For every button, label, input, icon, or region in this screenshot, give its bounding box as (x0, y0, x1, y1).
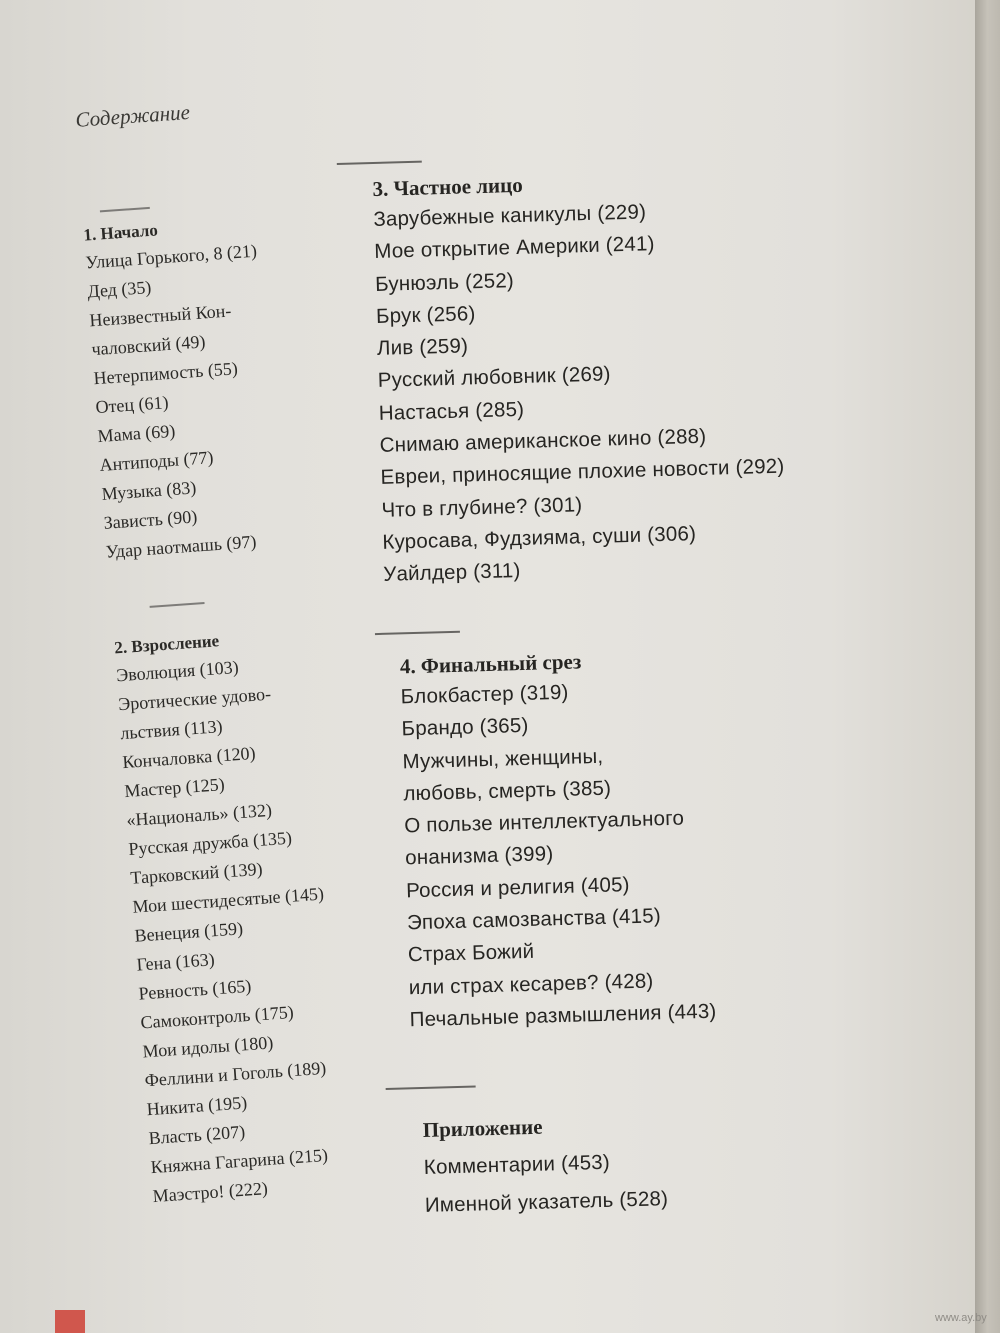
part1-rule (100, 207, 150, 212)
list-item: Эротические удово- (117, 683, 272, 715)
part1-heading: 1. Начало (82, 220, 159, 245)
list-item: Эпоха самозванства (415) (406, 904, 662, 935)
part3-heading: 3. Частное лицо (372, 172, 524, 201)
list-item: Отец (61) (94, 392, 170, 418)
list-item: Русский любовник (269) (377, 362, 611, 393)
list-item: Эволюция (103) (115, 656, 240, 686)
list-item: Никита (195) (145, 1092, 248, 1120)
list-item: Удар наотмашь (97) (104, 531, 257, 562)
toc-left-column (72, 49, 371, 1207)
appendix-heading: Приложение (422, 1114, 543, 1142)
part3-rule (337, 161, 422, 165)
list-item: Нетерпимость (55) (92, 358, 239, 389)
part2-heading: 2. Взросление (113, 631, 220, 658)
list-item: Мастер (125) (123, 774, 226, 802)
list-item: онанизма (399) (404, 842, 554, 870)
list-item: Феллини и Гоголь (189) (143, 1057, 327, 1091)
list-item: Мое открытие Америки (241) (373, 232, 655, 264)
cover-corner (55, 1310, 85, 1333)
part4-rule (375, 631, 460, 635)
list-item: Блокбастер (319) (400, 680, 569, 709)
list-item: Снимаю американское кино (288) (379, 424, 707, 457)
list-item: или страх кесарев? (428) (408, 969, 654, 999)
watermark: www.ay.by (935, 1312, 987, 1324)
list-item: любовь, смерть (385) (403, 776, 612, 806)
list-item: О пользе интеллектуального (404, 806, 685, 838)
toc-title: Содержание (74, 99, 191, 132)
list-item: Дед (35) (86, 277, 152, 302)
appendix-rule (386, 1085, 476, 1090)
list-item: Брандо (365) (401, 714, 529, 741)
list-item: Комментарии (453) (423, 1150, 611, 1179)
list-item: «Националь» (132) (125, 799, 273, 831)
appendix-section (422, 1104, 668, 1225)
list-item: Мои шестидесятые (145) (131, 883, 325, 917)
list-item: Гена (163) (135, 949, 216, 975)
list-item: Самоконтроль (175) (139, 1001, 295, 1033)
list-item: Улица Горького, 8 (21) (84, 240, 258, 273)
list-item: Ревность (165) (137, 975, 252, 1004)
list-item: Что в глубине? (301) (381, 492, 583, 522)
list-item: Зависть (90) (102, 506, 198, 533)
part1-section (83, 210, 278, 567)
list-item: Антиподы (77) (98, 447, 215, 476)
list-item: Лив (259) (376, 334, 469, 361)
list-item: Княжна Гагарина (215) (150, 1144, 329, 1178)
list-item: Зарубежные каникулы (229) (373, 200, 647, 231)
part4-section (399, 643, 716, 1037)
list-item: Русская дружба (135) (127, 827, 293, 859)
list-item: Венеция (159) (133, 918, 244, 946)
list-item: Евреи, приносящие плохие новости (292) (380, 454, 785, 490)
list-item: Печальные размышления (443) (409, 999, 717, 1032)
list-item: Страх Божий (407, 940, 535, 967)
list-item: Неизвестный Кон- (88, 300, 232, 331)
part2-rule (150, 602, 205, 608)
list-item: чаловский (49) (90, 331, 207, 360)
list-item: Власть (207) (148, 1121, 246, 1149)
list-item: Бунюэль (252) (374, 268, 515, 296)
page-edge (975, 0, 1000, 1333)
part3-section (372, 163, 787, 592)
list-item: Именной указатель (528) (424, 1187, 669, 1217)
list-item: Куросава, Фудзияма, суши (306) (382, 522, 697, 554)
list-item: Брук (256) (375, 302, 476, 328)
list-item: Кончаловка (120) (121, 742, 257, 773)
list-item: Мужчины, женщины, (402, 744, 604, 773)
list-item: Россия и религия (405) (405, 872, 630, 903)
list-item: Маэстро! (222) (152, 1178, 269, 1207)
list-item: Уайлдер (311) (382, 559, 521, 587)
list-item: льствия (113) (119, 716, 224, 744)
list-item: Тарковский (139) (129, 858, 264, 888)
list-item: Мама (69) (96, 420, 176, 447)
part2-section (113, 621, 345, 1211)
toc-right-column (372, 157, 842, 1217)
part4-heading: 4. Финальный срез (399, 649, 582, 679)
list-item: Мои идолы (180) (141, 1032, 274, 1062)
list-item: Музыка (83) (100, 477, 197, 504)
list-item: Настасья (285) (378, 397, 525, 425)
